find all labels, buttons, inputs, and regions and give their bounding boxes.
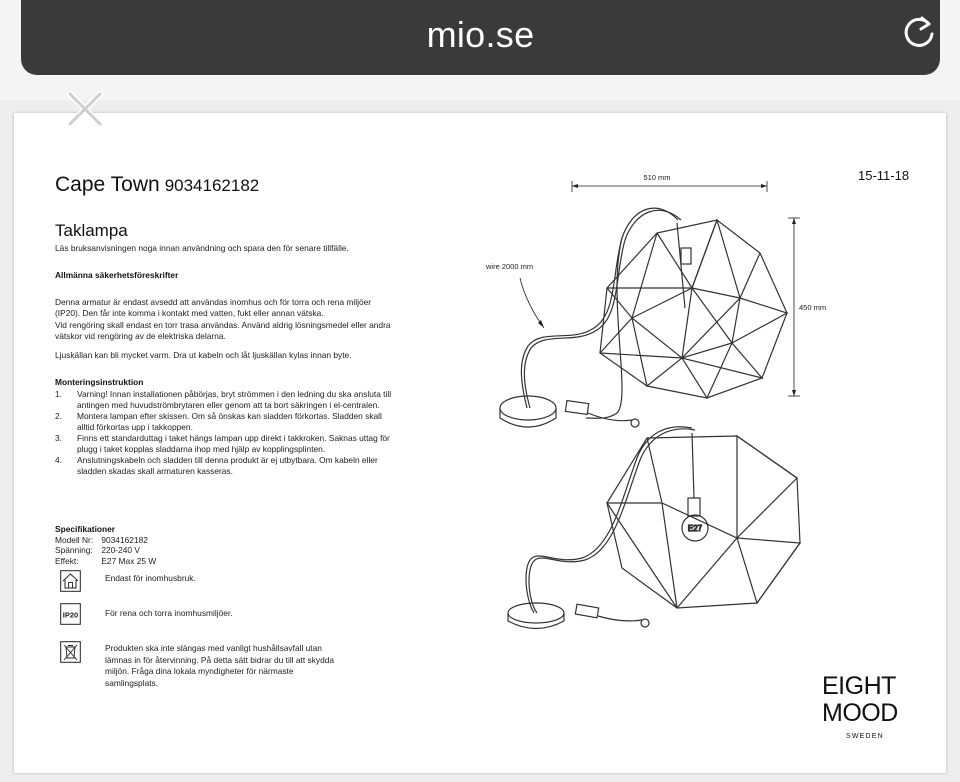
mounting-heading: Monteringsinstruktion bbox=[55, 377, 144, 387]
browser-top-bar bbox=[0, 0, 960, 100]
safety-line: Ljuskällan kan bli mycket varm. Dra ut kabeln och låt ljuskällan kylas innan byte. bbox=[55, 350, 352, 360]
address-bar[interactable] bbox=[21, 0, 940, 75]
intro-text: Läs bruksanvisningen noga innan användning och spara den för senare tillfälle. bbox=[55, 243, 349, 253]
mounting-list bbox=[55, 389, 391, 477]
recycling-text: Produkten ska inte slängas med vanligt hushållsavfall utan lämnas in för återvinning. På detta sätt bidrar du till att skydda miljön. Fråga dina lokala myndigheter för närmaste samlingsplats. bbox=[105, 643, 335, 688]
list-item: 2. Montera lampan efter skissen. Om så önskas kan sladden förkortas. Sladden skall alltid förkortas upp i takkoppen. bbox=[55, 411, 382, 432]
ip20-icon bbox=[60, 603, 81, 625]
indoor-house-icon bbox=[60, 570, 81, 592]
document-date: 15-11-18 bbox=[858, 168, 910, 183]
list-item: 3. Finns ett standarduttag i taket hängs lampan upp direkt i takkroken. Saknas uttag för plugg i taket kopplas sladdarna ihop med hjälp av kopplingsplinten. bbox=[55, 433, 390, 454]
specifications bbox=[55, 524, 156, 566]
safety-line: vätskor vid rengöring av de elektriska delarna. bbox=[55, 331, 226, 341]
close-icon[interactable] bbox=[64, 88, 106, 130]
ip20-text: För rena och torra inomhusmiljöer. bbox=[105, 608, 233, 618]
product-title bbox=[55, 173, 259, 197]
brand-logo: EIGHT MOOD SWEDEN bbox=[822, 672, 898, 740]
spec-row: Spänning: 220-240 V bbox=[55, 545, 140, 555]
ip20-label: IP20 bbox=[62, 610, 79, 620]
specs-heading: Specifikationer bbox=[55, 524, 116, 534]
safety-heading: Allmänna säkerhetsföreskrifter bbox=[55, 270, 179, 280]
spec-row: Effekt: E27 Max 25 W bbox=[55, 555, 157, 566]
lamp-technical-drawing bbox=[482, 168, 827, 623]
list-item: 1. Varning! Innan installationen påbörjas, bryt strömmen i den ledning du ska ansluta till antingen med huvudströmbrytaren eller genom att ta bort säkringen i el-centralen. bbox=[55, 389, 392, 410]
safety-line: Denna armatur är endast avsedd att användas inomhus och för torra och rena miljöer bbox=[55, 297, 372, 307]
safety-line: Vid rengöring skall endast en torr trasa användas. Använd aldrig lösningsmedel eller andra bbox=[55, 320, 391, 330]
product-type: Taklampa bbox=[55, 221, 128, 240]
spec-row: Modell Nr: 9034162182 bbox=[55, 534, 148, 545]
wire-length-label: wire 2000 mm bbox=[486, 262, 534, 271]
product-model-number: 9034162182 bbox=[164, 176, 260, 195]
reload-icon[interactable] bbox=[899, 14, 941, 56]
bulb-label: E27 bbox=[687, 524, 703, 533]
crossed-bin-icon bbox=[60, 641, 81, 663]
lamp-top-view bbox=[500, 208, 787, 427]
width-dimension-label: 510 mm bbox=[643, 173, 671, 182]
safety-line: (IP20). Den får inte komma i kontakt med vatten, fukt eller annan vätska. bbox=[55, 308, 324, 318]
height-dimension-label: 450 mm bbox=[799, 303, 827, 312]
url-text[interactable]: mio.se bbox=[426, 14, 535, 55]
instruction-sheet bbox=[14, 113, 946, 773]
indoor-use-text: Endast för inomhusbruk. bbox=[105, 573, 196, 583]
list-item: 4. Anslutningskabeln och sladden till denna produkt är ej utbytbara. Om kabeln eller sladden skadas skall armaturen kasseras. bbox=[55, 455, 378, 476]
product-name: Cape Town bbox=[55, 173, 160, 196]
lamp-bottom-view bbox=[508, 427, 800, 629]
